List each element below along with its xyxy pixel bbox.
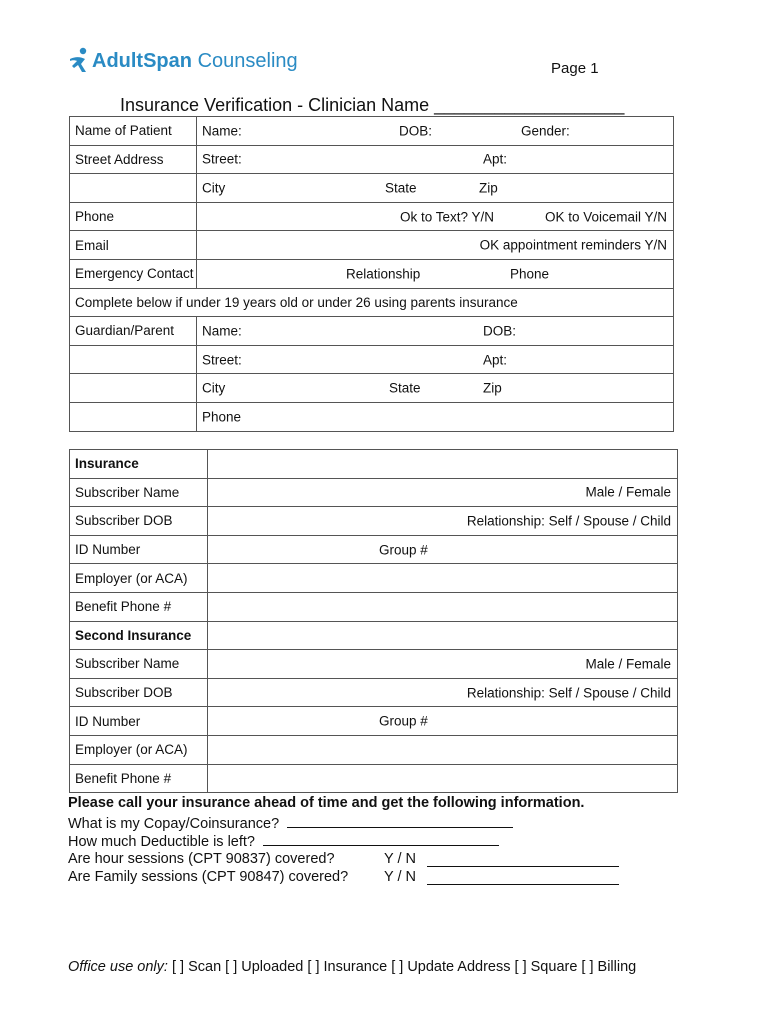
copay-answer-line[interactable] xyxy=(287,813,513,828)
guardian-phone-field[interactable] xyxy=(197,402,674,431)
table-row xyxy=(70,288,674,317)
label-guardian: Guardian/Parent xyxy=(70,317,197,346)
sex-label: Male / Female xyxy=(585,656,671,672)
phone-field[interactable] xyxy=(197,202,674,231)
guardian-street-field[interactable] xyxy=(197,345,674,374)
guardian-dob-label: DOB: xyxy=(483,323,517,339)
ok-voicemail-label: OK to Voicemail Y/N xyxy=(544,209,667,225)
hour-sessions-label: Are hour sessions (CPT 90837) covered? xyxy=(68,850,335,867)
label-employer: Employer (or ACA) xyxy=(70,735,208,764)
guardian-zip-label: Zip xyxy=(483,380,502,396)
office-use-label: Office use only: xyxy=(68,959,168,975)
table-row xyxy=(70,764,678,793)
insurance-heading: Insurance xyxy=(70,450,208,479)
street-label: Street: xyxy=(202,151,242,167)
family-sessions-label: Are Family sessions (CPT 90847) covered? xyxy=(68,869,349,885)
employer-field[interactable] xyxy=(208,564,678,593)
logo xyxy=(68,44,328,80)
minor-note: Complete below if under 19 years old or under 26 using parents insurance xyxy=(70,288,674,317)
label-phone: Phone xyxy=(70,202,197,231)
guardian-phone-label: Phone xyxy=(202,409,242,425)
hour-sessions-yn[interactable]: Y / N xyxy=(384,850,416,867)
table-row xyxy=(70,374,674,403)
label-subscriber-dob: Subscriber DOB xyxy=(70,507,208,536)
table-row xyxy=(70,621,678,650)
label-subscriber-name: Subscriber Name xyxy=(70,478,208,507)
table-row xyxy=(70,707,678,736)
emergency-field[interactable] xyxy=(197,259,674,288)
apt-label: Apt: xyxy=(483,151,508,167)
patient-name-field[interactable] xyxy=(197,117,674,146)
table-row xyxy=(70,345,674,374)
ok-reminders-label: OK appointment reminders Y/N xyxy=(479,237,667,253)
family-sessions-question xyxy=(68,868,584,887)
hour-sessions-answer-line[interactable] xyxy=(427,852,619,867)
table-row xyxy=(70,317,674,346)
table-row xyxy=(70,402,674,431)
table-row xyxy=(70,259,674,288)
second-employer-field[interactable] xyxy=(208,735,678,764)
emergency-phone-label: Phone xyxy=(510,266,550,282)
name-label: Name: xyxy=(202,123,242,139)
page-number: Page 1 xyxy=(551,60,599,77)
label-empty xyxy=(70,174,197,203)
office-use-line xyxy=(68,959,636,975)
relationship-label: Relationship xyxy=(346,266,421,282)
table-row xyxy=(70,478,678,507)
second-insurance-heading: Second Insurance xyxy=(70,621,208,650)
copay-label: What is my Copay/Coinsurance? xyxy=(68,815,280,832)
table-row xyxy=(70,117,674,146)
table-row xyxy=(70,202,674,231)
table-row xyxy=(70,535,678,564)
insurance-questions xyxy=(68,794,584,887)
guardian-state-label: State xyxy=(389,380,421,396)
page-title[interactable]: Insurance Verification - Clinician Name ___________________ xyxy=(120,95,625,115)
figure-logo-icon xyxy=(68,46,92,76)
second-benefit-phone-field[interactable] xyxy=(208,764,678,793)
guardian-street-label: Street: xyxy=(202,352,242,368)
insurance-table xyxy=(69,449,678,793)
table-row xyxy=(70,735,678,764)
label-subscriber-dob: Subscriber DOB xyxy=(70,678,208,707)
city-field[interactable] xyxy=(197,174,674,203)
zip-label: Zip xyxy=(479,180,498,196)
table-row xyxy=(70,564,678,593)
subscriber-name-field[interactable] xyxy=(208,478,678,507)
patient-info-table xyxy=(69,116,674,432)
label-benefit-phone: Benefit Phone # xyxy=(70,592,208,621)
deductible-question xyxy=(68,831,584,850)
questions-heading: Please call your insurance ahead of time and get the following information. xyxy=(68,795,585,811)
guardian-apt-label: Apt: xyxy=(483,352,508,368)
table-row xyxy=(70,592,678,621)
logo-text-light: Counseling xyxy=(197,50,298,72)
dob-label: DOB: xyxy=(399,123,433,139)
family-sessions-answer-line[interactable] xyxy=(427,870,619,885)
street-field[interactable] xyxy=(197,145,674,174)
label-name-of-patient: Name of Patient xyxy=(70,117,197,146)
relationship-options: Relationship: Self / Spouse / Child xyxy=(466,685,671,701)
label-empty xyxy=(70,374,197,403)
relationship-options: Relationship: Self / Spouse / Child xyxy=(466,513,671,529)
table-row xyxy=(70,145,674,174)
state-label: State xyxy=(385,180,417,196)
group-label: Group # xyxy=(379,542,428,558)
label-empty xyxy=(70,345,197,374)
deductible-answer-line[interactable] xyxy=(263,831,499,846)
label-benefit-phone: Benefit Phone # xyxy=(70,764,208,793)
deductible-label: How much Deductible is left? xyxy=(68,834,255,850)
office-use-checkboxes[interactable]: [ ] Scan [ ] Uploaded [ ] Insurance [ ] Update Address [ ] Square [ ] Billing xyxy=(171,959,637,975)
second-subscriber-name-field[interactable] xyxy=(208,650,678,679)
label-subscriber-name: Subscriber Name xyxy=(70,650,208,679)
second-id-number-field[interactable] xyxy=(208,707,678,736)
second-subscriber-dob-field[interactable] xyxy=(208,678,678,707)
second-insurance-name-field[interactable] xyxy=(208,621,678,650)
insurance-name-field[interactable] xyxy=(208,450,678,479)
hour-sessions-question xyxy=(68,850,584,869)
table-row xyxy=(70,678,678,707)
table-row xyxy=(70,507,678,536)
email-field[interactable] xyxy=(197,231,674,260)
label-email: Email xyxy=(70,231,197,260)
id-number-field[interactable] xyxy=(208,535,678,564)
logo-text-bold: AdultSpan xyxy=(92,50,192,72)
guardian-name-field[interactable] xyxy=(197,317,674,346)
guardian-city-label: City xyxy=(202,380,226,396)
label-employer: Employer (or ACA) xyxy=(70,564,208,593)
gender-label: Gender: xyxy=(521,123,570,139)
guardian-city-field[interactable] xyxy=(197,374,674,403)
label-emergency-contact: Emergency Contact xyxy=(70,259,197,288)
sex-label: Male / Female xyxy=(585,484,671,500)
copay-question xyxy=(68,813,584,832)
table-row xyxy=(70,450,678,479)
family-sessions-yn[interactable]: Y / N xyxy=(384,869,416,885)
subscriber-dob-field[interactable] xyxy=(208,507,678,536)
group-label: Group # xyxy=(379,713,428,729)
label-id-number: ID Number xyxy=(70,535,208,564)
guardian-name-label: Name: xyxy=(202,323,242,339)
ok-text-label: Ok to Text? Y/N xyxy=(400,209,495,225)
benefit-phone-field[interactable] xyxy=(208,592,678,621)
label-id-number: ID Number xyxy=(70,707,208,736)
table-row xyxy=(70,174,674,203)
table-row xyxy=(70,231,674,260)
label-street-address: Street Address xyxy=(70,145,197,174)
city-label: City xyxy=(202,180,226,196)
table-row xyxy=(70,650,678,679)
label-empty xyxy=(70,402,197,431)
